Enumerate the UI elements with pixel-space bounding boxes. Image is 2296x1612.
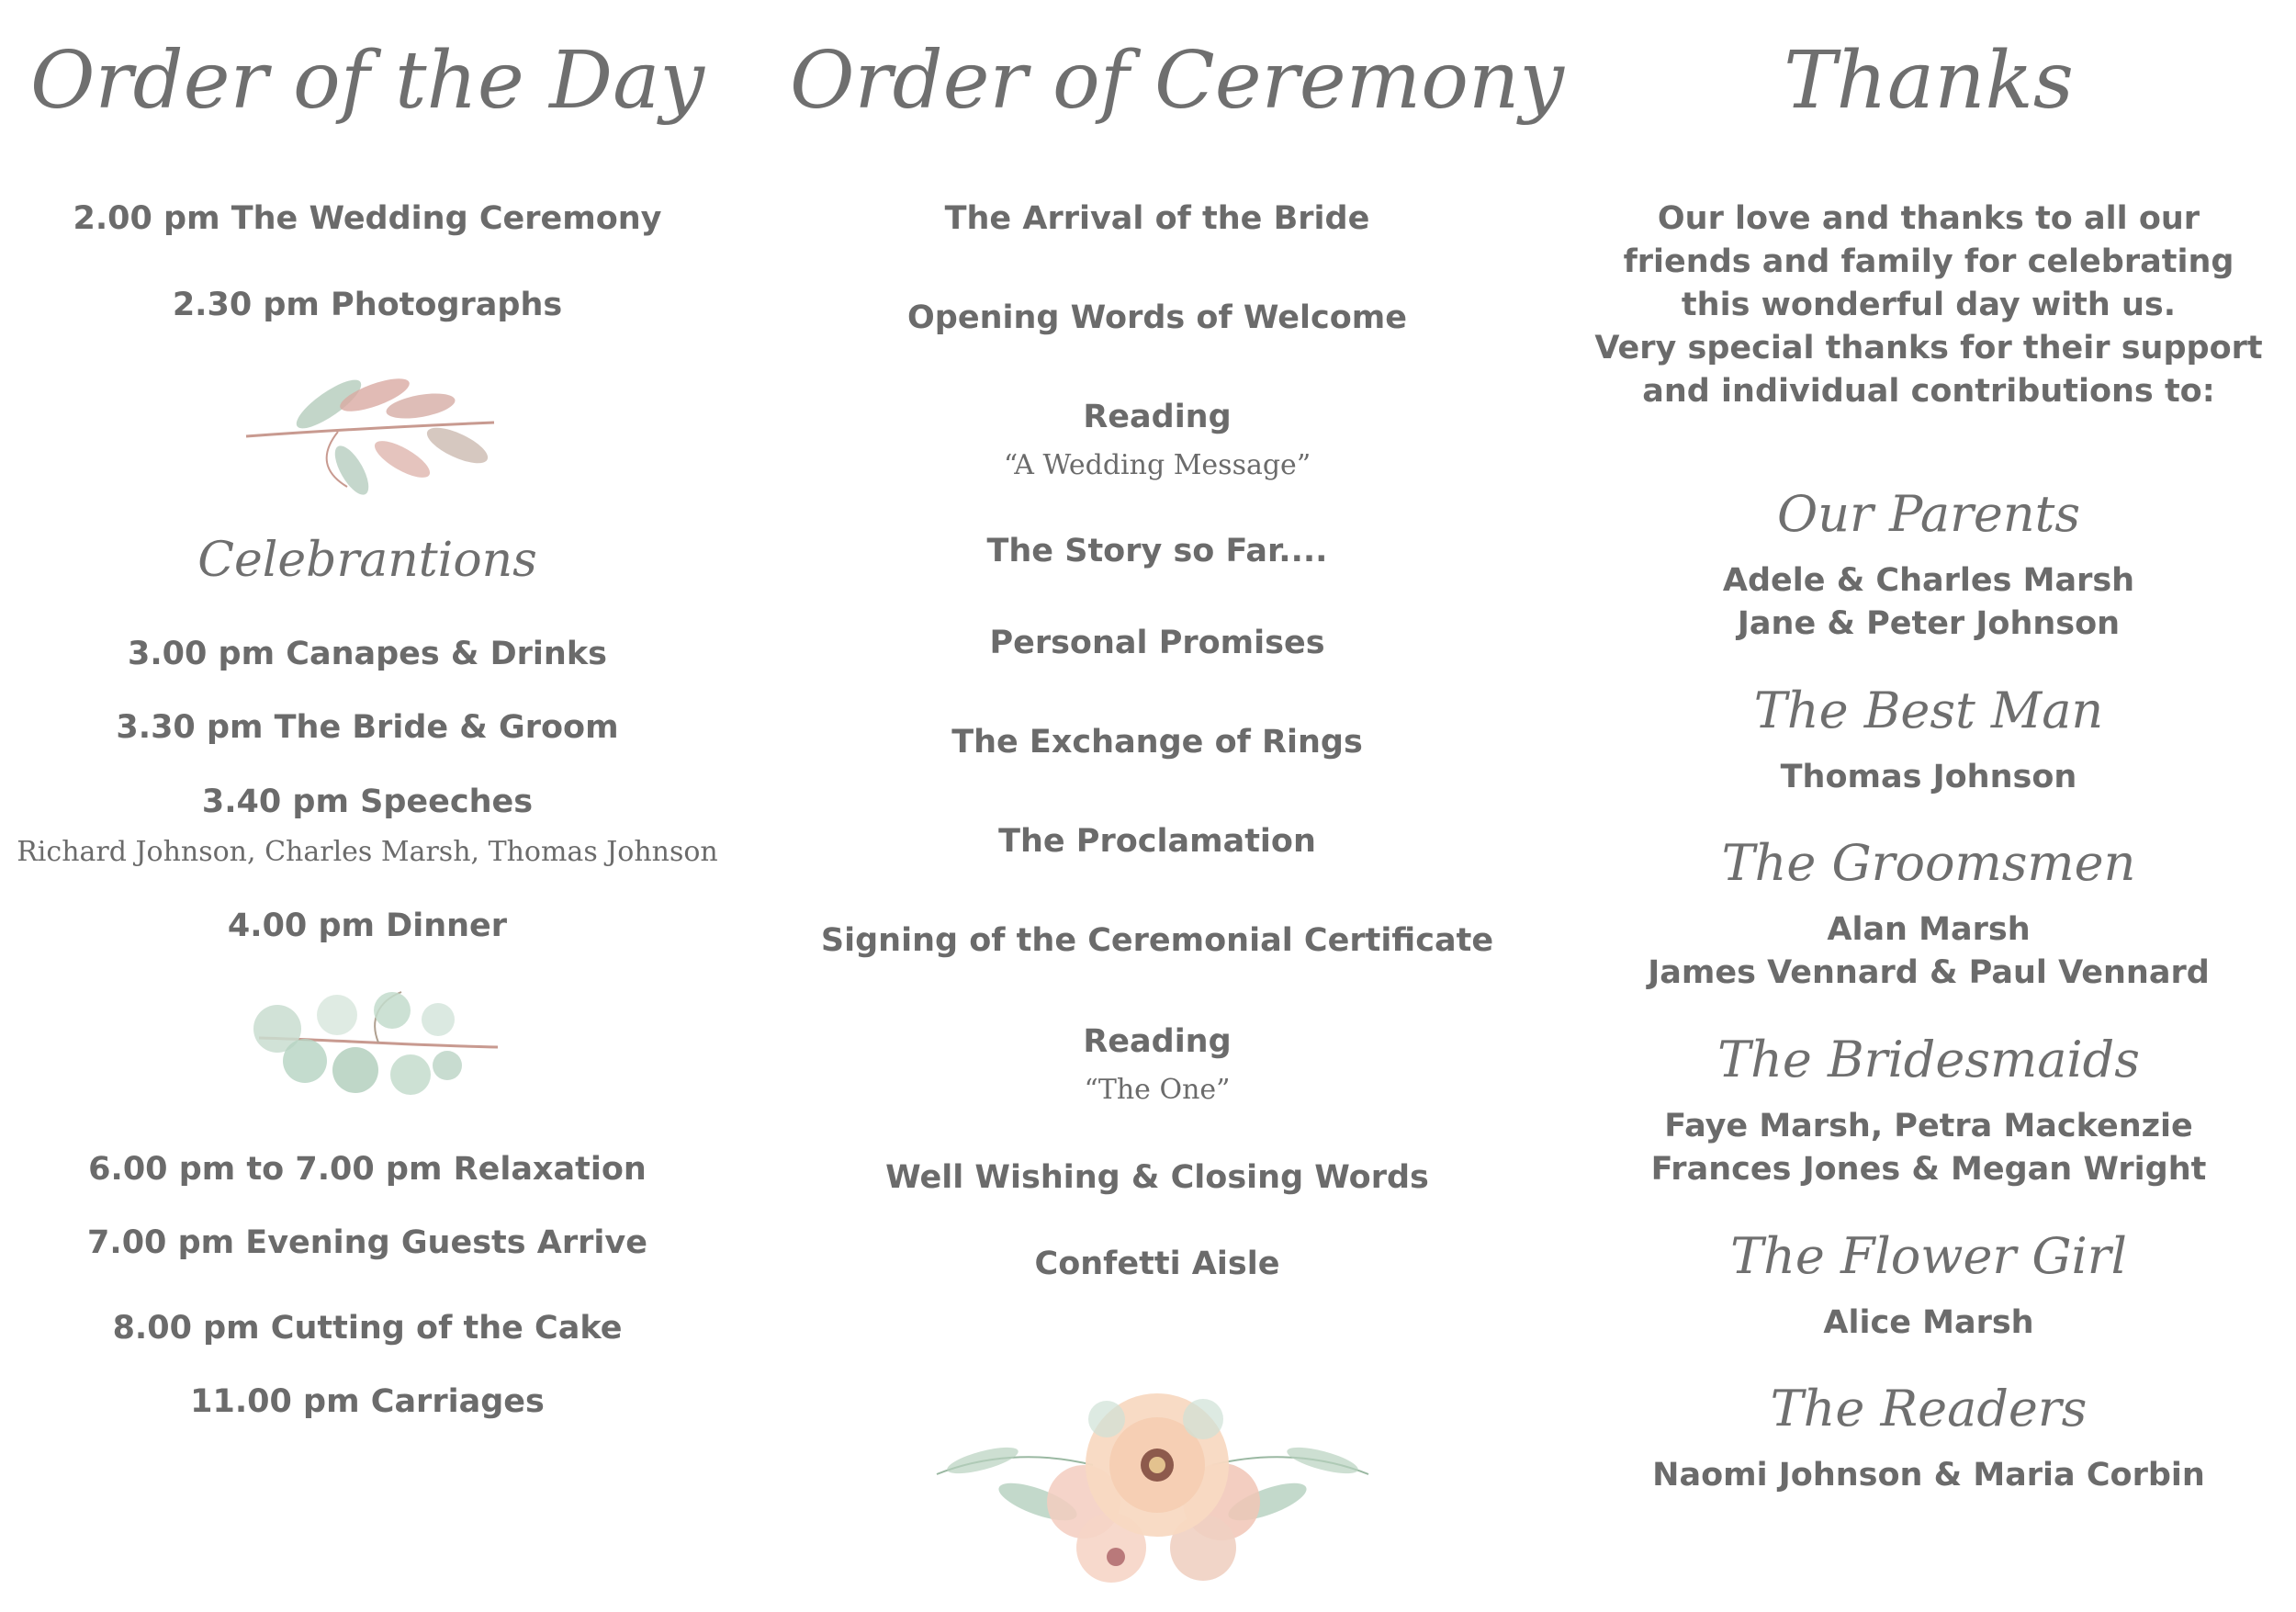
day-item: 6.00 pm to 7.00 pm Relaxation [88,1151,647,1188]
day-item: 3.30 pm The Bride & Groom [116,709,619,746]
reading-title: “The One” [1084,1074,1231,1106]
day-item: 4.00 pm Dinner [227,907,508,944]
thanks-title: Thanks [1784,35,2074,127]
group-name: Alan Marsh [1827,911,2031,948]
group-heading-bridesmaids: The Bridesmaids [1717,1031,2140,1088]
group-heading-readers: The Readers [1770,1380,2088,1437]
day-item: 8.00 pm Cutting of the Cake [112,1310,623,1347]
day-item: 11.00 pm Carriages [190,1383,545,1420]
ceremony-item: Well Wishing & Closing Words [885,1159,1429,1196]
ceremony-item: Reading [1083,399,1232,435]
group-name: Thomas Johnson [1780,759,2077,795]
ceremony-item: Signing of the Ceremonial Certificate [820,922,1494,959]
day-item: 3.40 pm Speeches [201,783,534,820]
group-name: Naomi Johnson & Maria Corbin [1652,1457,2205,1494]
group-name: Faye Marsh, Petra Mackenzie [1664,1108,2193,1144]
celebrations-heading: Celebrantions [197,533,537,588]
ceremony-item: Reading [1083,1023,1232,1060]
day-item: 3.00 pm Canapes & Drinks [128,636,607,672]
speakers-list: Richard Johnson, Charles Marsh, Thomas Johnson [17,836,718,868]
ceremony-item: The Story so Far.... [986,533,1328,569]
day-item: 2.30 pm Photographs [172,287,563,323]
thanks-message-line: this wonderful day with us. [1681,287,2177,323]
order-of-ceremony-title: Order of Ceremony [790,35,1564,127]
group-heading-groomsmen: The Groomsmen [1721,834,2136,892]
reading-title: “A Wedding Message” [1003,449,1311,481]
thanks-message-line: Very special thanks for their support [1594,330,2263,366]
group-name: Adele & Charles Marsh [1722,562,2135,599]
ceremony-item: The Arrival of the Bride [944,200,1370,237]
group-name: James Vennard & Paul Vennard [1648,954,2210,991]
thanks-message-line: Our love and thanks to all our [1657,200,2200,237]
thanks-message-line: and individual contributions to: [1642,373,2215,410]
eucalyptus-sprig-icon [241,983,507,1107]
day-item: 7.00 pm Evening Guests Arrive [87,1224,647,1261]
ceremony-item: Personal Promises [989,625,1325,661]
group-name: Frances Jones & Megan Wright [1650,1151,2207,1188]
group-heading-flower-girl: The Flower Girl [1730,1227,2127,1285]
ceremony-item: The Proclamation [998,823,1316,860]
ceremony-item: Opening Words of Welcome [907,299,1407,336]
group-heading-best-man: The Best Man [1753,682,2104,739]
flower-bouquet-icon [928,1364,1378,1594]
leaf-sprig-icon [237,367,503,496]
order-of-day-title: Order of the Day [30,35,704,127]
thanks-message-line: friends and family for celebrating [1623,243,2234,280]
day-item: 2.00 pm The Wedding Ceremony [73,200,662,237]
ceremony-item: The Exchange of Rings [951,724,1363,761]
ceremony-item: Confetti Aisle [1034,1246,1280,1282]
group-name: Jane & Peter Johnson [1737,605,2121,642]
group-heading-parents: Our Parents [1776,485,2081,543]
group-name: Alice Marsh [1823,1304,2034,1341]
